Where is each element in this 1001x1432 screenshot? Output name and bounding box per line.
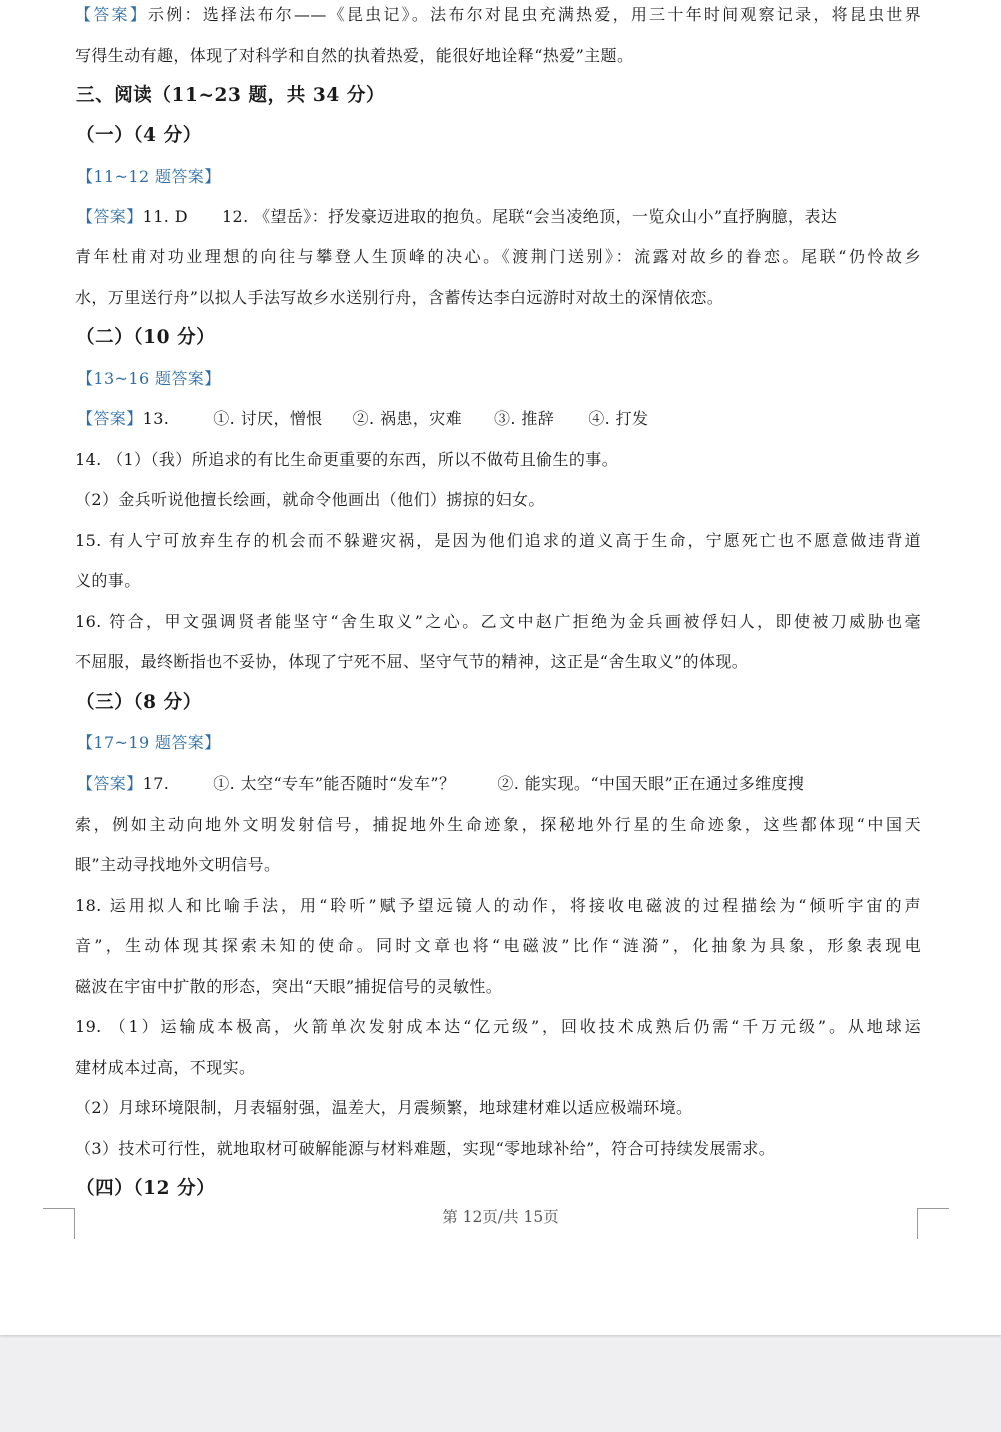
answer-13-item-1: ①. 讨厌，憎恨 xyxy=(213,409,323,428)
answer-19-line-1: 19. （1）运输成本极高，火箭单次发射成本达“亿元级”，回收技术成熟后仍需“千万元级”。从地球运 xyxy=(75,1017,921,1036)
answer-tag: 【答案】 xyxy=(77,207,143,226)
answer-11: 11. D xyxy=(142,207,188,226)
answer-16-line-1: 16. 符合，甲文强调贤者能坚守“舍生取义”之心。乙文中赵广拒绝为金兵画被俘妇人，即使被刀威胁也毫 xyxy=(75,612,921,631)
answer-tag: 【答案】 xyxy=(77,774,143,793)
answer-14-2: （2）金兵听说他擅长绘画，就命令他画出（他们）掳掠的妇女。 xyxy=(75,490,545,509)
answer-17-number: 17. xyxy=(142,774,170,793)
question-group-tag-17-19: 【17~19 题答案】 xyxy=(77,733,221,752)
answer-17-line-2: 索，例如主动向地外文明发射信号，捕捉地外生命迹象，探秘地外行星的生命迹象，这些都体现“中国天 xyxy=(75,815,921,834)
answer-13-item-3: ③. 推辞 xyxy=(494,409,555,428)
answer-19-line-2: 建材成本过高，不现实。 xyxy=(75,1058,256,1077)
part-heading-1: （一）（4 分） xyxy=(76,125,202,146)
answer-13-item-4: ④. 打发 xyxy=(588,409,649,428)
answer-text: 示例：选择法布尔——《昆虫记》。法布尔对昆虫充满热爱，用三十年时间观察记录，将昆虫世界 xyxy=(148,5,921,24)
section-heading-reading: 三、阅读（11~23 题，共 34 分） xyxy=(76,85,386,106)
answer-13 xyxy=(77,405,648,433)
answer-15-line-1: 15. 有人宁可放弃生存的机会而不躲避灾祸，是因为他们追求的道义高于生命，宁愿死亡也不愿意做违背道 xyxy=(75,531,921,550)
answer-17-line-3: 眼”主动寻找地外文明信号。 xyxy=(75,855,281,874)
answer-16-line-2: 不屈服，最终断指也不妥协，体现了宁死不屈、坚守气节的精神，这正是“舍生取义”的体现。 xyxy=(75,652,749,671)
answer-13-item-2: ②. 祸患，灾难 xyxy=(352,409,463,428)
answer-tag: 【答案】 xyxy=(75,5,148,24)
answer-19-item-3: （3）技术可行性，就地取材可破解能源与材料难题，实现“零地球补给”，符合可持续发展需求。 xyxy=(75,1139,776,1158)
answer-17-item-1: ①. 太空“专车”能否随时“发车”？ xyxy=(213,774,456,793)
answer-18-line-2: 音”，生动体现其探索未知的使命。同时文章也将“电磁波”比作“涟漪”，化抽象为具象，形象表现电 xyxy=(75,936,921,955)
answer-11-12-line-1 xyxy=(77,203,837,231)
answer-14-1: 14. （1）（我）所追求的有比生命更重要的东西，所以不做苟且偷生的事。 xyxy=(75,450,619,469)
answer-15-line-2: 义的事。 xyxy=(75,571,141,590)
answer-17-item-2: ②. 能实现。“中国天眼”正在通过多维度搜 xyxy=(497,774,805,793)
part-heading-3: （三）（8 分） xyxy=(76,692,202,713)
answer-18-line-3: 磁波在宇宙中扩散的形态，突出“天眼”捕捉信号的灵敏性。 xyxy=(75,977,503,996)
answer-12: 12. 《望岳》：抒发豪迈进取的抱负。尾联“会当凌绝顶，一览众山小”直抒胸臆，表达 xyxy=(221,207,838,226)
question-group-tag-13-16: 【13~16 题答案】 xyxy=(77,369,221,388)
page-number-footer: 第 12页/共 15页 xyxy=(442,1208,559,1226)
part-heading-2: （二）（10 分） xyxy=(76,327,216,348)
answer-19-item-2: （2）月球环境限制，月表辐射强，温差大，月震频繁，地球建材难以适应极端环境。 xyxy=(75,1098,693,1117)
answer-10-line-1 xyxy=(75,1,921,29)
answer-tag: 【答案】 xyxy=(77,409,143,428)
part-heading-4: （四）（12 分） xyxy=(76,1178,216,1199)
answer-17-line-1 xyxy=(77,770,804,798)
answer-12-line-2: 青年杜甫对功业理想的向往与攀登人生顶峰的决心。《渡荆门送别》：流露对故乡的眷恋。尾联“仍怜故乡 xyxy=(75,247,921,266)
answer-12-line-3: 水，万里送行舟”以拟人手法写故乡水送别行舟，含蓄传达李白远游时对故土的深情依恋。 xyxy=(75,288,724,307)
answer-13-number: 13. xyxy=(142,409,170,428)
question-group-tag-11-12: 【11~12 题答案】 xyxy=(77,167,221,186)
answer-10-line-2: 写得生动有趣，体现了对科学和自然的执着热爱，能很好地诠释“热爱”主题。 xyxy=(75,46,634,65)
answer-18-line-1: 18. 运用拟人和比喻手法，用“聆听”赋予望远镜人的动作，将接收电磁波的过程描绘为“倾听宇宙的声 xyxy=(75,896,921,915)
